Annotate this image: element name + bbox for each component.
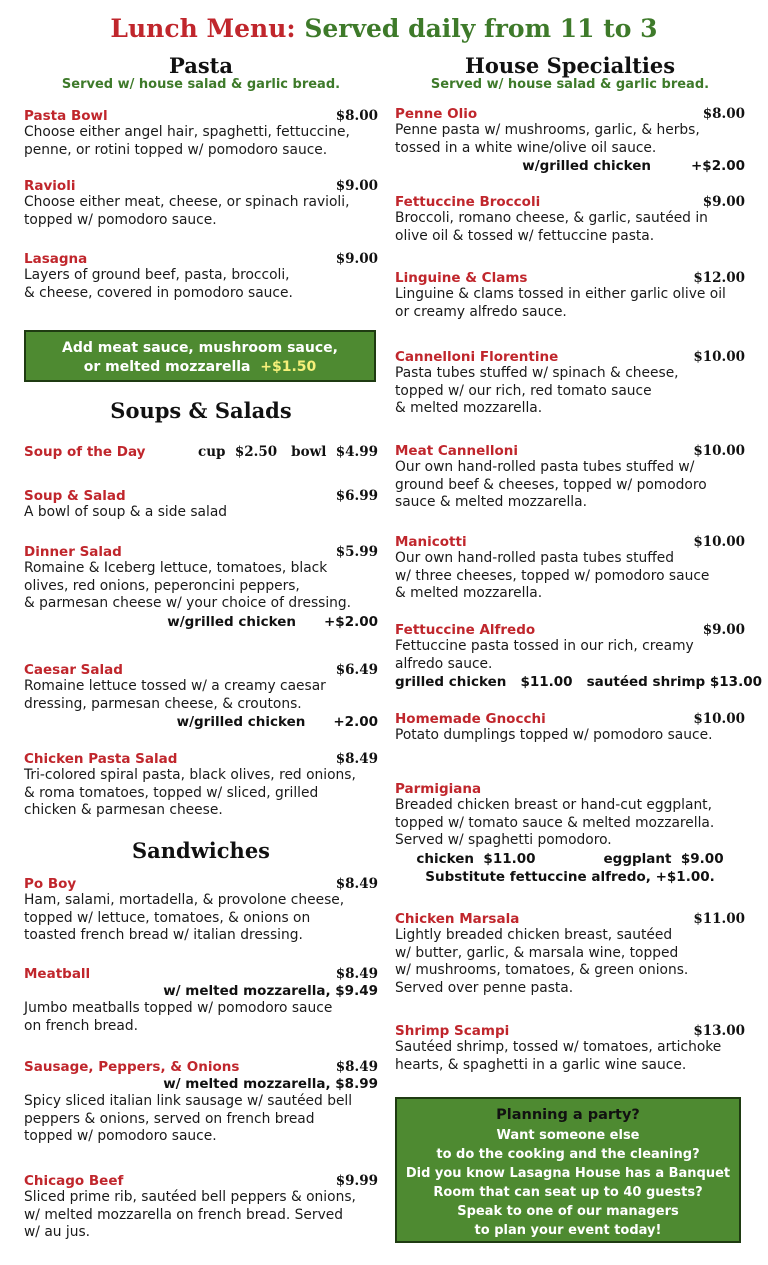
- item-desc-line: topped w/ our rich, red tomato sauce: [395, 382, 652, 399]
- item-desc-line: Romaine lettuce tossed w/ a creamy caesar: [24, 678, 326, 694]
- menu-item-caesar-salad: [24, 662, 378, 731]
- item-price: $10.00: [693, 534, 745, 550]
- option-chicken: chicken $11.00: [416, 850, 536, 867]
- menu-item-fettuccine-broccoli: [395, 194, 745, 245]
- menu-item-chicago-beef: [24, 1173, 378, 1242]
- menu-item-ravioli: [24, 178, 378, 229]
- section-title-house-specialties: House Specialties: [464, 53, 676, 78]
- party-line: Want someone else: [496, 1128, 640, 1143]
- item-name: Parmigiana: [395, 781, 482, 797]
- item-price: $12.00: [693, 270, 745, 286]
- item-price: $8.49: [335, 966, 378, 982]
- menu-item-sausage-peppers-onions: [24, 1059, 378, 1146]
- item-name: Po Boy: [24, 876, 77, 892]
- item-desc-line: olive oil & tossed w/ fettuccine pasta.: [395, 227, 655, 244]
- menu-item-linguine-clams: [395, 270, 745, 321]
- item-desc-line: w/ au jus.: [24, 1224, 91, 1240]
- menu-item-shrimp-scampi: [395, 1023, 745, 1074]
- item-desc-line: or creamy alfredo sauce.: [395, 303, 567, 320]
- menu-item-soup-of-the-day: [24, 444, 378, 460]
- item-price: $10.00: [693, 711, 745, 727]
- item-desc-line: ground beef & cheeses, topped w/ pomodoro: [395, 476, 707, 493]
- item-desc-line: & melted mozzarella.: [395, 585, 543, 601]
- item-name: Caesar Salad: [24, 662, 123, 678]
- item-desc-line: Penne pasta w/ mushrooms, garlic, & herbs,: [395, 122, 700, 138]
- item-price: $8.00: [702, 106, 745, 122]
- item-name: Lasagna: [24, 251, 88, 267]
- item-desc-line: topped w/ tomato sauce & melted mozzarella.: [395, 814, 715, 831]
- item-desc-line: w/ three cheeses, topped w/ pomodoro sauce: [395, 567, 710, 584]
- menu-item-chicken-pasta-salad: [24, 751, 378, 820]
- item-desc-line: Ham, salami, mortadella, & provolone cheese,: [24, 892, 345, 908]
- section-title-soups: Soups & Salads: [110, 398, 292, 423]
- item-price-bowl: bowl $4.99: [291, 444, 378, 460]
- party-line: Speak to one of our managers: [457, 1204, 679, 1219]
- item-desc-line: Romaine & Iceberg lettuce, tomatoes, black: [24, 560, 328, 576]
- item-desc-line: Choose either angel hair, spaghetti, fettuccine,: [24, 124, 350, 140]
- item-desc-line: Linguine & clams tossed in either garlic olive oil: [395, 286, 726, 302]
- item-price-cup: cup $2.50: [197, 444, 278, 460]
- item-price: $6.49: [335, 662, 378, 678]
- option-label: w/grilled chicken: [522, 158, 651, 174]
- item-desc-line: penne, or rotini topped w/ pomodoro sauce.: [24, 141, 328, 158]
- menu-item-fettuccine-alfredo: [395, 622, 762, 691]
- item-option: [24, 713, 378, 731]
- item-name: Chicago Beef: [24, 1173, 124, 1189]
- party-line: to plan your event today!: [474, 1223, 662, 1238]
- addon-line: or melted mozzarella: [83, 359, 251, 375]
- item-price: $10.00: [693, 443, 745, 459]
- item-desc-line: tossed in a white wine/olive oil sauce.: [395, 139, 657, 156]
- section-title-sandwiches: Sandwiches: [131, 838, 271, 863]
- item-name: Sausage, Peppers, & Onions: [24, 1059, 240, 1075]
- item-price: $10.00: [693, 349, 745, 365]
- item-name: Chicken Pasta Salad: [24, 751, 178, 767]
- item-desc-line: Broccoli, romano cheese, & garlic, sautéed in: [395, 210, 708, 226]
- item-option: grilled chicken $11.00 sautéed shrimp $13.00: [395, 674, 762, 690]
- item-name: Manicotti: [395, 534, 467, 550]
- option-price: +$2.00: [690, 158, 745, 174]
- menu-item-parmigiana: [395, 781, 745, 886]
- party-line: Did you know Lasagna House has a Banquet: [405, 1166, 731, 1181]
- menu-item-soup-salad: [24, 488, 378, 522]
- item-name: Soup & Salad: [24, 488, 126, 504]
- item-desc-line: toasted french bread w/ italian dressing.: [24, 927, 303, 943]
- item-name: Cannelloni Florentine: [395, 349, 559, 365]
- section-subtitle-pasta: Served w/ house salad & garlic bread.: [61, 77, 341, 92]
- item-price: $9.00: [702, 194, 745, 210]
- menu-banner: [0, 14, 768, 43]
- item-option: [395, 157, 745, 175]
- item-name: Penne Olio: [395, 106, 478, 122]
- item-desc-line: & melted mozzarella.: [395, 400, 543, 416]
- item-desc-line: alfredo sauce.: [395, 655, 493, 672]
- item-desc-line: & parmesan cheese w/ your choice of dressing.: [24, 595, 352, 611]
- item-price: $5.99: [335, 544, 378, 560]
- menu-item-dinner-salad: [24, 544, 378, 631]
- item-desc-line: Breaded chicken breast or hand-cut eggplant,: [395, 797, 712, 813]
- item-name: Shrimp Scampi: [395, 1023, 510, 1039]
- item-name: Meat Cannelloni: [395, 443, 519, 459]
- menu-item-homemade-gnocchi: [395, 711, 745, 745]
- item-desc-line: topped w/ pomodoro sauce.: [24, 211, 217, 228]
- item-desc-line: Served w/ spaghetti pomodoro.: [395, 832, 612, 848]
- item-option: w/ melted mozzarella, $8.99: [163, 1076, 378, 1092]
- pasta-addon-box: [24, 330, 376, 382]
- item-desc-line: w/ melted mozzarella on french bread. Served: [24, 1206, 343, 1223]
- item-price: $9.00: [702, 622, 745, 638]
- item-name: Soup of the Day: [24, 444, 146, 460]
- item-desc-line: Pasta tubes stuffed w/ spinach & cheese,: [395, 365, 679, 381]
- item-name: Fettuccine Alfredo: [395, 622, 536, 638]
- addon-line: Add meat sauce, mushroom sauce,: [62, 340, 338, 356]
- party-box: [395, 1097, 741, 1243]
- item-desc-line: dressing, parmesan cheese, & croutons.: [24, 695, 302, 712]
- item-desc-line: topped w/ lettuce, tomatoes, & onions on: [24, 909, 311, 926]
- item-desc-line: peppers & onions, served on french bread: [24, 1110, 315, 1127]
- item-price: $8.00: [335, 108, 378, 124]
- item-price: $11.00: [693, 911, 745, 927]
- item-desc-line: & roma tomatoes, topped w/ sliced, grilled: [24, 784, 319, 801]
- menu-item-pasta-bowl: [24, 108, 378, 159]
- item-price: $6.99: [335, 488, 378, 504]
- item-desc-line: & cheese, covered in pomodoro sauce.: [24, 284, 293, 301]
- item-desc-line: Layers of ground beef, pasta, broccoli,: [24, 267, 290, 283]
- item-desc-line: Sliced prime rib, sautéed bell peppers & onions,: [24, 1189, 356, 1205]
- item-desc-line: Jumbo meatballs topped w/ pomodoro sauce: [24, 1000, 333, 1016]
- item-name: Pasta Bowl: [24, 108, 108, 124]
- item-price: $9.00: [335, 251, 378, 267]
- item-desc-line: Tri-colored spiral pasta, black olives, red onions,: [24, 767, 356, 783]
- item-name: Ravioli: [24, 178, 76, 194]
- item-price: $8.49: [335, 751, 378, 767]
- section-subtitle-house-specialties: Served w/ house salad & garlic bread.: [430, 77, 710, 92]
- option-price: +2.00: [333, 714, 378, 730]
- item-desc-line: hearts, & spaghetti in a garlic wine sauce.: [395, 1056, 687, 1073]
- item-desc-line: topped w/ pomodoro sauce.: [24, 1128, 217, 1144]
- item-desc-line: Our own hand-rolled pasta tubes stuffed w/: [395, 459, 695, 475]
- item-desc-line: A bowl of soup & a side salad: [24, 504, 228, 520]
- menu-item-manicotti: [395, 534, 745, 603]
- item-desc-line: sauce & melted mozzarella.: [395, 494, 587, 510]
- party-line: to do the cooking and the cleaning?: [436, 1147, 700, 1162]
- item-price: $8.49: [335, 876, 378, 892]
- item-name: Fettuccine Broccoli: [395, 194, 541, 210]
- option-price: +$2.00: [323, 613, 378, 630]
- item-name: Chicken Marsala: [395, 911, 520, 927]
- item-price: $9.00: [335, 178, 378, 194]
- party-title: Planning a party?: [496, 1107, 640, 1123]
- menu-item-cannelloni-florentine: [395, 349, 745, 418]
- item-option: [24, 613, 378, 631]
- item-name: Homemade Gnocchi: [395, 711, 546, 727]
- menu-hours: Served daily from 11 to 3: [304, 14, 658, 43]
- menu-title: Lunch Menu:: [110, 14, 296, 43]
- menu-item-penne-olio: [395, 106, 745, 175]
- item-desc-line: chicken & parmesan cheese.: [24, 802, 223, 818]
- addon-price: +$1.50: [260, 359, 317, 375]
- item-option: [395, 850, 745, 868]
- item-desc-line: w/ mushrooms, tomatoes, & green onions.: [395, 962, 689, 978]
- item-desc-line: w/ butter, garlic, & marsala wine, topped: [395, 944, 679, 961]
- option-label: w/grilled chicken: [176, 714, 306, 730]
- menu-item-meatball: [24, 966, 378, 1035]
- item-desc-line: Our own hand-rolled pasta tubes stuffed: [395, 550, 675, 566]
- menu-item-po-boy: [24, 876, 378, 945]
- item-desc-line: Choose either meat, cheese, or spinach ravioli,: [24, 194, 350, 210]
- item-desc-line: Sautéed shrimp, tossed w/ tomatoes, artichoke: [395, 1039, 722, 1055]
- item-desc-line: Fettuccine pasta tossed in our rich, creamy: [395, 638, 694, 654]
- menu-item-lasagna: [24, 251, 378, 302]
- item-desc-line: olives, red onions, peperoncini peppers,: [24, 577, 300, 594]
- item-desc-line: Served over penne pasta.: [395, 979, 574, 996]
- item-option: Substitute fettuccine alfredo, +$1.00.: [425, 868, 715, 885]
- item-desc-line: Spicy sliced italian link sausage w/ sautéed bell: [24, 1093, 353, 1109]
- item-desc-line: on french bread.: [24, 1017, 138, 1034]
- item-name: Dinner Salad: [24, 544, 122, 560]
- party-line: Room that can seat up to 40 guests?: [433, 1185, 703, 1200]
- option-label: w/grilled chicken: [167, 613, 296, 630]
- item-option: w/ melted mozzarella, $9.49: [163, 983, 378, 999]
- section-title-pasta: Pasta: [169, 53, 233, 78]
- item-price: $9.99: [335, 1173, 378, 1189]
- item-name: Linguine & Clams: [395, 270, 528, 286]
- option-eggplant: eggplant $9.00: [603, 850, 724, 867]
- menu-item-chicken-marsala: [395, 911, 745, 997]
- item-name: Meatball: [24, 966, 91, 982]
- menu-item-meat-cannelloni: [395, 443, 745, 512]
- item-price: $8.49: [335, 1059, 378, 1075]
- item-price: $13.00: [693, 1023, 745, 1039]
- item-desc-line: Potato dumplings topped w/ pomodoro sauce.: [395, 727, 713, 743]
- item-desc-line: Lightly breaded chicken breast, sautéed: [395, 927, 673, 943]
